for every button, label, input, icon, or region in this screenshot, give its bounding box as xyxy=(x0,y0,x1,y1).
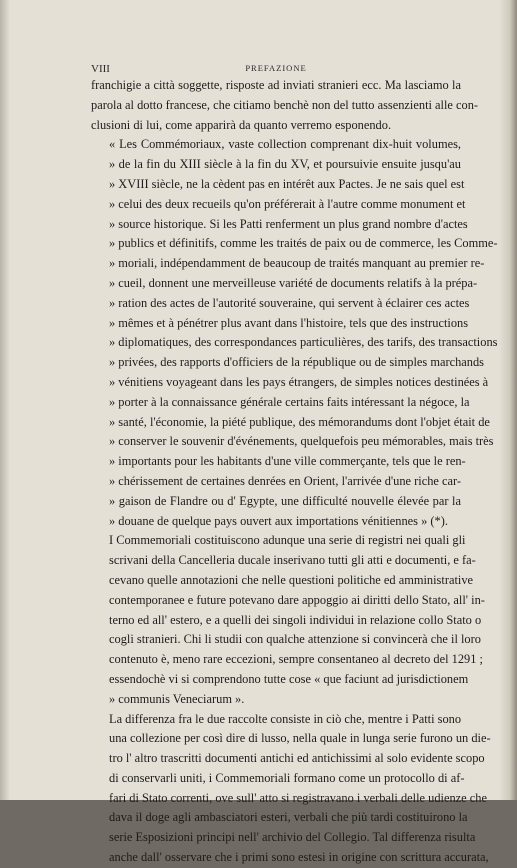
text-line: » XVIII siècle, ne la cèdent pas en intérêt aux Pactes. Je ne sais quel est xyxy=(109,176,465,191)
text-line: serie Esposizioni principi nell' archivio del Collegio. Tal differenza risulta xyxy=(109,830,476,845)
text-line: » porter à la connaissance générale certains faits intéressant la négoce, la xyxy=(109,394,470,409)
page-edge-shadow xyxy=(499,0,517,800)
text-line: » conserver le souvenir d'événements, quelquefois peu mémorables, mais très xyxy=(109,434,494,449)
body-text xyxy=(91,76,498,868)
text-line: contemporanee e future potevano dare appoggio ai diritti dello Stato, all' in- xyxy=(109,592,485,607)
page-gutter-shadow xyxy=(0,0,10,800)
text-line: una collezione per così dire di lusso, nella quale in lunga serie furono un die- xyxy=(109,731,491,746)
text-line: » de la fin du XIII siècle à la fin du XV, et poursuivie ensuite jusqu'au xyxy=(109,157,461,172)
text-line: » gaison de Flandre ou d' Egypte, une difficulté nouvelle élevée par la xyxy=(109,493,461,508)
page-number: VIII xyxy=(91,63,110,75)
text-line: » communis Veneciarum ». xyxy=(109,691,245,706)
text-line: dava il doge agli ambasciatori esteri, verbali che più tardi costituirono la xyxy=(109,810,468,825)
text-line: scrivani della Cancelleria ducale inserivano tutti gli atti e documenti, e fa- xyxy=(109,553,476,568)
text-line: » publics et définitifs, comme les traités de paix ou de commerce, les Comme- xyxy=(109,236,498,251)
text-line: cogli stranieri. Chi li studii con qualche attenzione si convincerà che il loro xyxy=(109,632,481,647)
text-line: » privées, des rapports d'officiers de la république ou de simples marchands xyxy=(109,355,484,370)
text-line: » importants pour les habitants d'une ville commerçante, tels que le ren- xyxy=(109,454,466,469)
text-line: » chérissement de certaines denrées en Orient, l'arrivée d'une riche car- xyxy=(109,473,462,488)
text-line: contenuto è, meno rare eccezioni, sempre consentaneo al decreto del 1291 ; xyxy=(109,652,483,667)
text-line: franchigie a città soggette, risposte ad inviati stranieri ecc. Ma lasciamo la xyxy=(91,78,461,92)
text-line: » santé, l'économie, la piété publique, des mémorandums dont l'objet était de xyxy=(109,414,490,429)
text-line: I Commemoriali costituiscono adunque una serie di registri nei quali gli xyxy=(109,533,466,548)
text-line: di conservarli uniti, i Commemoriali formano come un protocollo di af- xyxy=(109,770,465,785)
text-line: essendochè vi si comprendono tutte cose « que faciunt ad jurisdictionem xyxy=(109,671,469,686)
text-line: clusioni di lui, come apparirà da quanto verremo esponendo. xyxy=(91,117,392,132)
text-line: cevano quelle annotazioni che nelle questioni politiche ed amministrative xyxy=(109,572,474,587)
running-head: PREFAZIONE xyxy=(245,63,307,73)
text-line: anche dall' osservare che i primi sono estesi in origine con scrittura accurata, xyxy=(109,850,489,865)
text-line: » ration des actes de l'autorité souveraine, qui servent à éclairer ces actes xyxy=(109,295,470,310)
text-line: La differenza fra le due raccolte consiste in ciò che, mentre i Patti sono xyxy=(109,711,462,726)
text-line: » mêmes et à pénétrer plus avant dans l'histoire, tels que des instructions xyxy=(109,315,469,330)
text-line: » cueil, donnent une merveilleuse variété de documents relatifs à la prépa- xyxy=(109,275,478,290)
paragraph xyxy=(91,135,498,531)
text-line: parola al dotto francese, che citiamo benchè non del tutto assenzienti alle con- xyxy=(91,97,479,112)
text-line: » celui des deux recueils qu'on préférerait à l'autre comme monument et xyxy=(109,196,466,211)
text-line: fari di Stato correnti, ove sull' atto si registravano i verbali delle udienze che xyxy=(109,790,487,805)
page-header xyxy=(91,63,461,75)
text-line: terno ed all' estero, e a quelli dei singoli individui in relazione collo Stato o xyxy=(109,612,482,627)
paragraph xyxy=(91,76,479,135)
text-line: » vénitiens voyageant dans les pays étrangers, de simples notices destinées à xyxy=(109,374,489,389)
paragraph xyxy=(91,710,491,868)
text-line: » source historique. Si les Patti renferment un plus grand nombre d'actes xyxy=(109,216,468,231)
text-line: tro l' altro trascritti documenti antichi ed antichissimi al solo evidente scopo xyxy=(109,751,485,766)
paragraph xyxy=(91,531,485,709)
text-line: « Les Commémoriaux, vaste collection comprenant dix-huit volumes, xyxy=(109,137,461,152)
text-line: » moriali, indépendamment de beaucoup de traités manquant au premier re- xyxy=(109,256,485,271)
text-line: » diplomatiques, des correspondances particulières, des tarifs, des transactions xyxy=(109,335,498,350)
text-line: » douane de quelque pays ouvert aux importations vénitiennes » (*). xyxy=(109,513,448,528)
